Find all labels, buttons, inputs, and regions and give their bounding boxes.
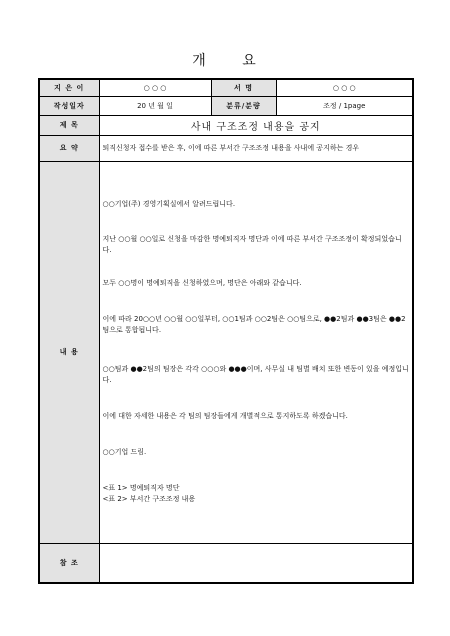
title-char-1: 개 xyxy=(192,53,208,69)
category-label: 분류/분량 xyxy=(211,96,276,115)
attachment-item: <표 1> 명예퇴직자 명단 xyxy=(102,484,180,492)
content-body[interactable] xyxy=(99,161,413,543)
title-char-2: 요 xyxy=(242,53,258,69)
summary-label: 요 약 xyxy=(39,135,99,161)
reference-value[interactable] xyxy=(99,543,413,583)
date-value[interactable]: 20 년 월 일 xyxy=(99,96,211,115)
author-label: 지 은 이 xyxy=(39,79,99,96)
author-value[interactable]: ○ ○ ○ xyxy=(99,79,211,96)
date-label: 작성일자 xyxy=(39,96,99,115)
content-signoff: ○○기업 드림. xyxy=(102,448,147,456)
signature-value[interactable]: ○ ○ ○ xyxy=(276,79,413,96)
content-paragraph: ○○기업(주) 경영기획실에서 알려드립니다. xyxy=(102,200,236,208)
subject-value[interactable]: 사내 구조조정 내용을 공지 xyxy=(99,115,413,135)
signature-label: 서 명 xyxy=(211,79,276,96)
content-paragraph: 모두 ○○명이 명예퇴직을 신청하였으며, 명단은 아래와 같습니다. xyxy=(102,279,302,287)
content-paragraph: 지난 ○○월 ○○일로 신청을 마감한 명예퇴직자 명단과 이에 따른 부서간 구조조정이 확정되었습니다. xyxy=(102,235,402,254)
content-label: 내 용 xyxy=(39,161,99,543)
document-form xyxy=(38,78,414,584)
content-paragraph: 이에 따라 20○○년 ○○월 ○○일부터, ○○1팀과 ○○2팀은 ○○팀으로, ●●2팀과 ●●3팀은 ●●2팀으로 통합됩니다. xyxy=(102,315,406,334)
subject-label: 제 목 xyxy=(39,115,99,135)
content-paragraph: ○○팀과 ●●2팀의 팀장은 각각 ○○○와 ●●●이며, 사무실 내 팀별 배치 또한 변동이 있을 예정입니다. xyxy=(102,365,409,384)
page-title xyxy=(0,50,450,70)
category-value[interactable]: 조정 / 1page xyxy=(276,96,413,115)
content-paragraph: 이에 대한 자세한 내용은 각 팀의 팀장들에게 개별적으로 통지하도록 하겠습니다. xyxy=(102,412,348,420)
attachment-item: <표 2> 부서간 구조조정 내용 xyxy=(102,495,196,503)
summary-value[interactable]: 퇴직신청자 접수를 받은 후, 이에 따른 부서간 구조조정 내용을 사내에 공지하는 경우 xyxy=(99,135,413,161)
reference-label: 참 조 xyxy=(39,543,99,583)
